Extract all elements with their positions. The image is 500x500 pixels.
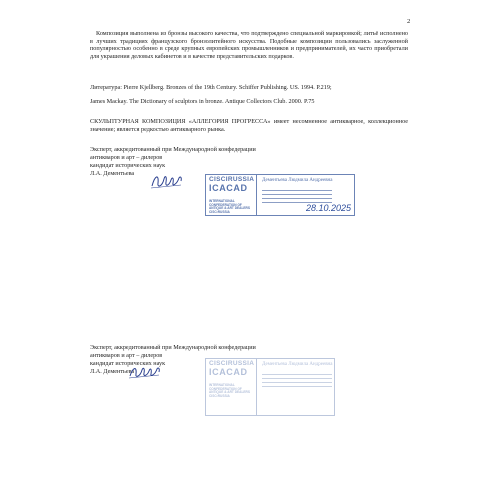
quality-paragraph: Композиция выполнена из бронзы высокого качества, что подтверждено специальной маркировкой; литьё исполнено в лучших традициях французского бронзолитейного искусства. Подобные композиции пользовались заслуженной популярностью особенно в среде крупных европейских промышленников и предпринимателей, их часто приобретали для украшения деловых кабинетов и в качестве представительских подарков. (90, 30, 408, 60)
stamp-2-logo (209, 361, 253, 377)
stamp-1-date: 28.10.2025 (305, 203, 351, 213)
stamp-1-fine-line (262, 194, 332, 195)
expert-degree-line: кандидат исторических наук (90, 162, 166, 169)
signature-2 (128, 364, 162, 380)
stamp-2-fine-line (262, 382, 332, 383)
conclusion-paragraph: СКУЛЬПТУРНАЯ КОМПОЗИЦИЯ «АЛЛЕГОРИЯ ПРОГРЕССА» имеет несомненное антикварное, коллекционное значение; является редкостью антикварного рынка. (90, 118, 408, 133)
expert-stamp-2 (205, 358, 335, 416)
stamp-1-expert-name: Дементьева Людмила Андреевна (262, 178, 333, 183)
stamp-2-fine-line (262, 378, 332, 379)
literature-line-2: James Mackay. The Dictionary of sculptors in bronze. Antique Collectors Club. 2000. P.75 (90, 98, 315, 105)
signature-1-underline (151, 185, 181, 188)
stamp-2-fine-line (262, 374, 332, 375)
expert-confederation-line: антикваров и арт – дилеров (90, 154, 163, 161)
expert-name-line: Л.А. Дементьева (90, 170, 135, 177)
signature-1 (150, 172, 184, 190)
expert-degree-line-2: кандидат исторических наук (90, 360, 166, 367)
stamp-1-confederation-text: INTERNATIONAL CONFEDERATION OF ANTIQUE & ART DEALERS CISC•RUSSIA (209, 199, 250, 215)
expert-name-line-2: Л.А. Дементьева (90, 368, 135, 375)
signature-2-stroke (130, 368, 159, 376)
stamp-2-expert-name: Дементьева Людмила Андреевна (262, 362, 333, 367)
stamp-1-fine-line (262, 198, 332, 199)
stamp-1-logo-line-1: CISCIRUSSIA (209, 176, 255, 183)
stamp-2-logo-line-1: CISCIRUSSIA (209, 360, 255, 367)
stamp-2-divider (256, 359, 257, 415)
stamp-1-logo-line-2: ICACAD (209, 182, 248, 193)
expert-confederation-line-2: антикваров и арт – дилеров (90, 352, 163, 359)
stamp-1-logo (209, 177, 253, 193)
stamp-2-confederation-text: INTERNATIONAL CONFEDERATION OF ANTIQUE & ART DEALERS CISC•RUSSIA (209, 383, 250, 399)
page-number: 2 (407, 18, 411, 25)
stamp-1-divider (256, 175, 257, 215)
literature-line-1: Литература: Pierre Kjellberg. Bronzes of the 19th Century. Schiffer Publishing. US. 1994. P.219; (90, 84, 332, 91)
stamp-2-logo-line-2: ICACAD (209, 366, 248, 377)
expert-accreditation-line-2: Эксперт, аккредитованный при Международной конфедерации (90, 344, 256, 351)
expert-stamp-1 (205, 174, 355, 216)
signature-1-stroke (152, 177, 181, 186)
expert-accreditation-line: Эксперт, аккредитованный при Международной конфедерации (90, 146, 256, 153)
stamp-2-fine-line (262, 386, 332, 387)
stamp-2-fine-print (262, 374, 332, 398)
stamp-1-fine-line (262, 190, 332, 191)
